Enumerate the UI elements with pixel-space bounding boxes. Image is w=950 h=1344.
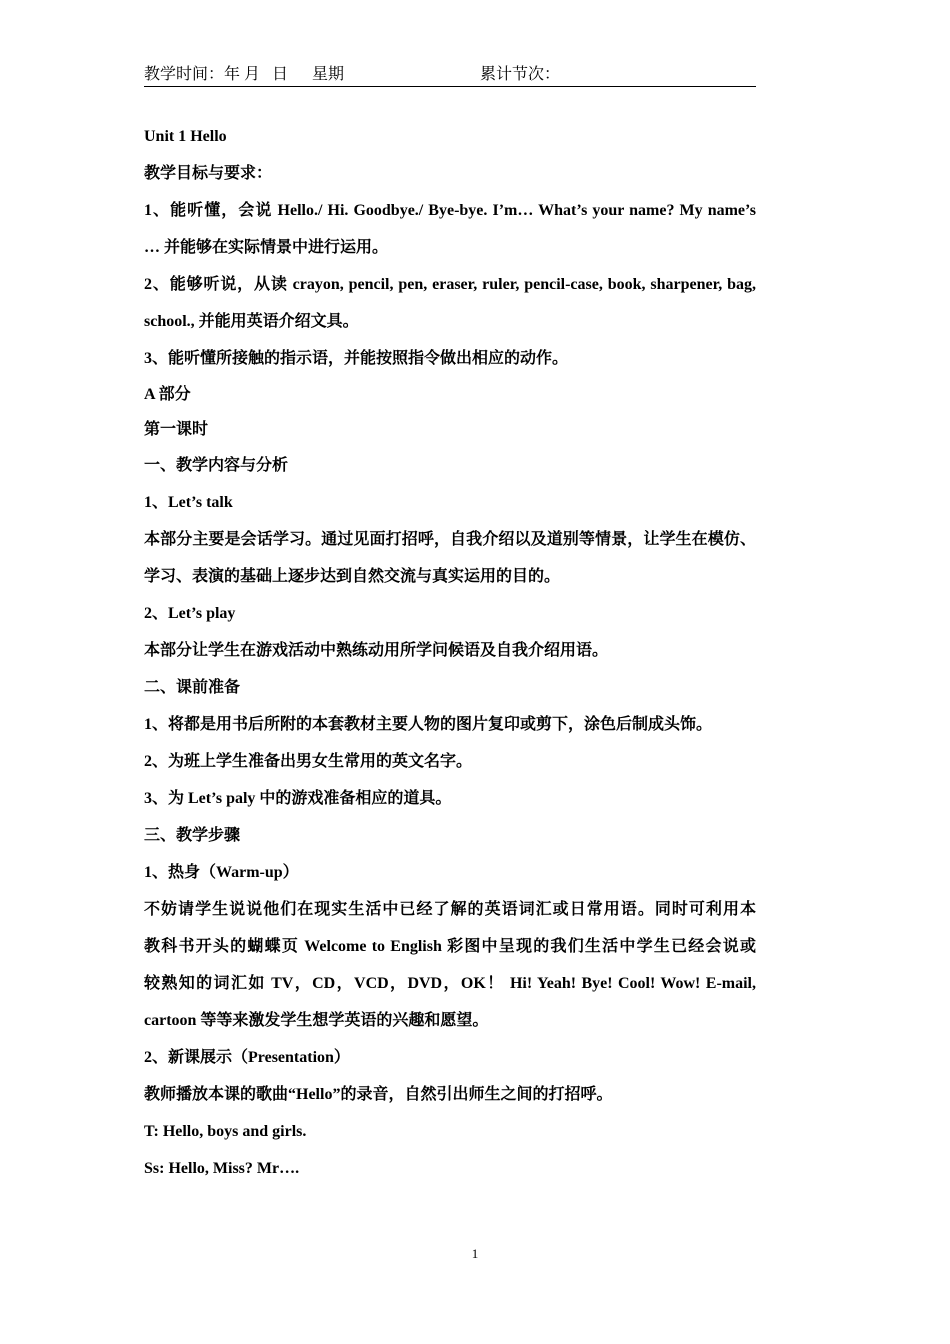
teaching-time-label: 教学时间：年 月 日 星期 xyxy=(144,66,345,83)
section-heading: 一、教学内容与分析 xyxy=(144,457,289,474)
paragraph-line: 1、能听懂，会说 Hello./ Hi. Goodbye./ Bye-bye. I’m… What’s your name? My name’s xyxy=(144,202,756,219)
paragraph-line: 3、能听懂所接触的指示语，并能按照指令做出相应的动作。 xyxy=(144,350,569,367)
section-heading: 教学目标与要求： xyxy=(144,165,273,182)
subsection-heading: 1、Let’s talk xyxy=(144,494,233,511)
section-heading: 三、教学步骤 xyxy=(144,827,241,844)
section-heading: A 部分 xyxy=(144,386,191,403)
section-heading: 二、课前准备 xyxy=(144,679,241,696)
lesson-count-label: 累计节次： xyxy=(480,66,561,83)
subsection-heading: 2、Let’s play xyxy=(144,605,236,622)
paragraph-line: 不妨请学生说说他们在现实生活中已经了解的英语词汇或日常用语。同时可利用本 xyxy=(144,901,756,918)
paragraph-line: 教科书开头的蝴蝶页 Welcome to English 彩图中呈现的我们生活中学生已经会说或 xyxy=(144,938,756,955)
unit-title: Unit 1 Hello xyxy=(144,128,227,145)
paragraph-line: 3、为 Let’s paly 中的游戏准备相应的道具。 xyxy=(144,790,452,807)
paragraph-line: 1、将都是用书后所附的本套教材主要人物的图片复印或剪下，涂色后制成头饰。 xyxy=(144,716,713,733)
paragraph-line: 本部分让学生在游戏活动中熟练动用所学问候语及自我介绍用语。 xyxy=(144,642,609,659)
page-number: 1 xyxy=(471,1246,479,1261)
page-header xyxy=(144,64,756,87)
document-body xyxy=(144,118,756,1187)
paragraph-line: 教师播放本课的歌曲“Hello”的录音，自然引出师生之间的打招呼。 xyxy=(144,1086,613,1103)
section-heading: 第一课时 xyxy=(144,421,209,438)
paragraph-line: 学习、表演的基础上逐步达到自然交流与真实运用的目的。 xyxy=(144,568,561,585)
paragraph-line: 本部分主要是会话学习。通过见面打招呼，自我介绍以及道别等情景，让学生在模仿、 xyxy=(144,531,756,548)
paragraph-line: cartoon 等等来激发学生想学英语的兴趣和愿望。 xyxy=(144,1012,489,1029)
dialogue-line: T: Hello, boys and girls. xyxy=(144,1123,307,1140)
paragraph-line: school., 并能用英语介绍文具。 xyxy=(144,313,359,330)
paragraph-line: … 并能够在实际情景中进行运用。 xyxy=(144,239,389,256)
subsection-heading: 1、热身（Warm-up） xyxy=(144,864,299,881)
paragraph-line: 较熟知的词汇如 TV，CD，VCD，DVD，OK！ Hi! Yeah! Bye! Cool! Wow! E-mail, xyxy=(144,975,756,992)
paragraph-line: 2、能够听说，从读 crayon, pencil, pen, eraser, ruler, pencil-case, book, sharpener, bag, xyxy=(144,276,756,293)
paragraph-line: 2、为班上学生准备出男女生常用的英文名字。 xyxy=(144,753,473,770)
dialogue-line: Ss: Hello, Miss? Mr…. xyxy=(144,1160,300,1177)
subsection-heading: 2、新课展示（Presentation） xyxy=(144,1049,350,1066)
